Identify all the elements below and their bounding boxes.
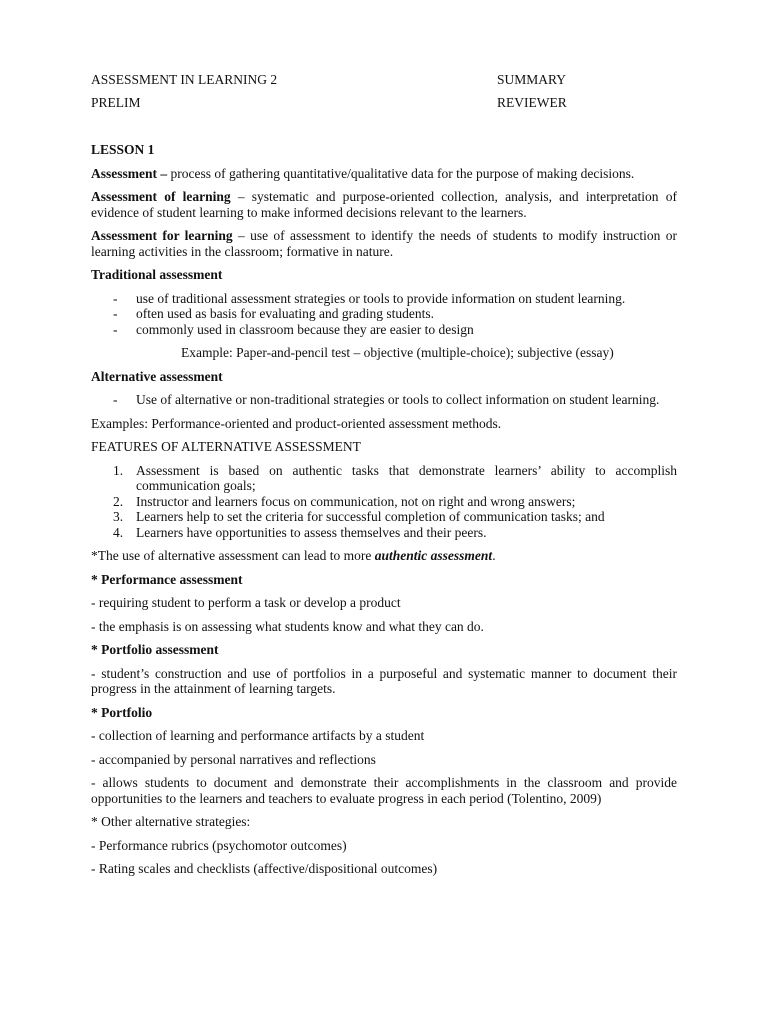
performance-line: - the emphasis is on assessing what students know and what they can do. <box>91 618 484 634</box>
definition-text: – use of assessment to identify the needs of students to modify instruction or learning activities in the classroom; formative in nature. <box>91 228 677 259</box>
other-strategy-line: - Rating scales and checklists (affective/dispositional outcomes) <box>91 861 438 876</box>
portfolio-line: - accompanied by personal narratives and reflections <box>91 751 376 767</box>
list-item: - often used as basis for evaluating and grading students. <box>91 306 677 322</box>
note-text: *The use of alternative assessment can lead to more <box>91 548 375 563</box>
note-emphasis: authentic assessment <box>374 548 493 563</box>
features-list <box>91 463 677 541</box>
traditional-heading: Traditional assessment <box>91 267 223 282</box>
definition-term: Assessment for learning <box>91 228 233 243</box>
doc-type-label-2: REVIEWER <box>497 95 567 110</box>
list-item: - use of traditional assessment strategies or tools to provide information on student learning. <box>91 291 677 307</box>
definition-text: – systematic and purpose-oriented collection, analysis, and interpretation of evidence of student learning to make informed decisions relevant to the learners. <box>91 189 677 220</box>
definition-assessment <box>91 166 677 182</box>
list-item: - commonly used in classroom because they are easier to design <box>91 322 677 338</box>
definition-term: Assessment – <box>91 165 171 181</box>
portfolio-heading: * Portfolio <box>91 704 153 720</box>
alternative-examples: Examples: Performance-oriented and product-oriented assessment methods. <box>91 415 502 431</box>
performance-heading: * Performance assessment <box>91 571 243 587</box>
list-item: Learners help to set the criteria for successful completion of communication tasks; and <box>136 509 605 524</box>
features-heading: FEATURES OF ALTERNATIVE ASSESSMENT <box>91 439 361 454</box>
list-item: Learners have opportunities to assess themselves and their peers. <box>136 524 487 540</box>
other-strategy-line: - Performance rubrics (psychomotor outcomes) <box>91 837 347 853</box>
definition-assessment-for-learning <box>91 228 677 259</box>
definition-term: Assessment of learning <box>91 189 231 204</box>
portfolio-assessment-line: - student’s construction and use of portfolios in a purposeful and systematic manner to document their progress in the attainment of learning targets. <box>91 665 677 696</box>
other-strategies-heading: * Other alternative strategies: <box>91 814 251 829</box>
list-item: Instructor and learners focus on communication, not on right and wrong answers; <box>136 493 576 509</box>
list-item: Assessment is based on authentic tasks that demonstrate learners’ ability to accomplish communication goals; <box>136 462 677 493</box>
alternative-heading: Alternative assessment <box>91 368 223 384</box>
document-body <box>91 142 677 885</box>
definition-text: process of gathering quantitative/qualitative data for the purpose of making decisions. <box>170 165 635 181</box>
portfolio-line: - collection of learning and performance artifacts by a student <box>91 728 425 743</box>
traditional-example: Example: Paper-and-pencil test – objective (multiple-choice); subjective (essay) <box>181 345 614 360</box>
list-item: - Use of alternative or non-traditional strategies or tools to collect information on student learning. <box>91 392 677 408</box>
doc-type-label: SUMMARY <box>497 72 567 87</box>
authentic-assessment-note <box>91 548 677 564</box>
portfolio-assessment-heading: * Portfolio assessment <box>91 642 219 657</box>
performance-line: - requiring student to perform a task or develop a product <box>91 595 401 610</box>
note-end: . <box>492 548 496 563</box>
portfolio-line: - allows students to document and demonstrate their accomplishments in the classroom and provide opportunities to the learners and teachers to evaluate progress in each period (Tolentino, 2009) <box>91 775 677 806</box>
alternative-list <box>91 392 677 408</box>
traditional-list <box>91 291 677 338</box>
course-title: ASSESSMENT IN LEARNING 2 <box>91 72 278 87</box>
definition-assessment-of-learning <box>91 189 677 220</box>
lesson-heading: LESSON 1 <box>91 142 155 157</box>
term-label: PRELIM <box>91 95 141 110</box>
